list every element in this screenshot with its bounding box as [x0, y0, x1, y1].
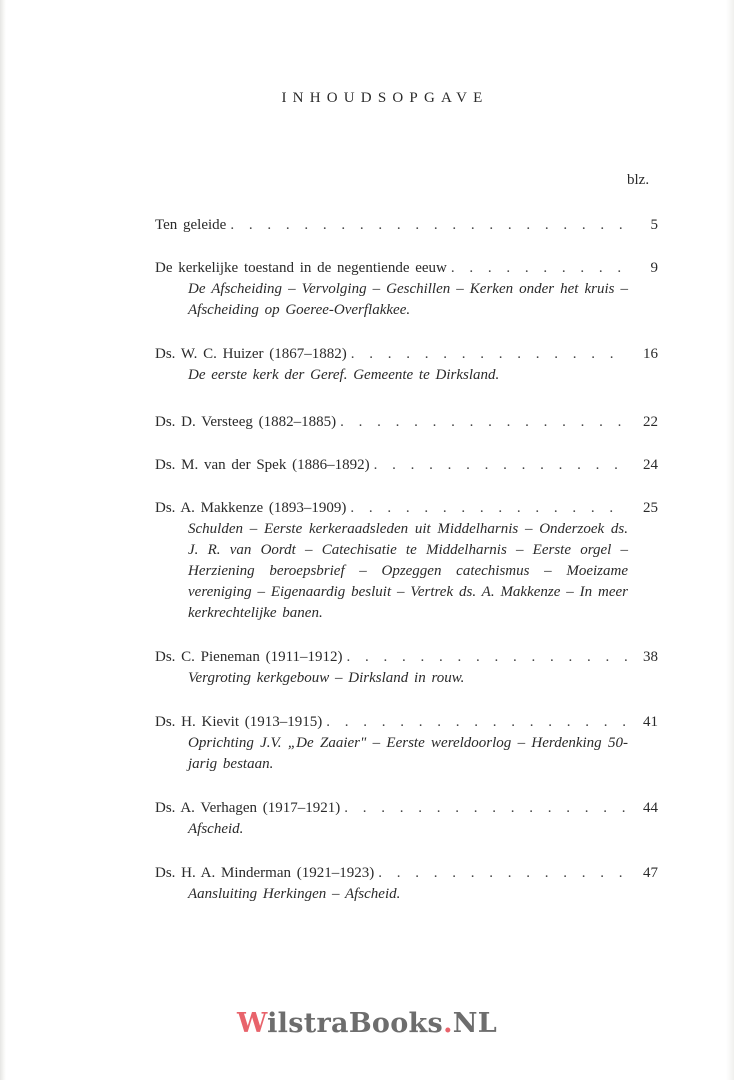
toc-entry[interactable]: [155, 411, 658, 433]
dot-leader: [350, 497, 628, 519]
toc-entry-page: 38: [643, 649, 658, 665]
table-of-contents: [155, 214, 658, 905]
toc-entry-title: Ds. H. Kievit (1913–1915): [155, 714, 323, 730]
toc-entry[interactable]: [155, 257, 658, 321]
page-edge-right: [726, 0, 734, 1080]
toc-entry-page: 24: [643, 457, 658, 473]
dot-leader: [351, 343, 628, 365]
toc-entry-subtopics: De Afscheiding – Vervolging – Geschillen – Kerken onder het kruis – Afscheiding op Goeree-Overflakkee.: [188, 281, 628, 318]
dot-leader: [230, 214, 628, 236]
toc-entry-page: 22: [643, 414, 658, 430]
toc-entry[interactable]: [155, 711, 658, 775]
toc-entry-page: 9: [650, 260, 658, 276]
toc-entry-page: 16: [643, 346, 658, 362]
toc-entry-title: Ds. A. Verhagen (1917–1921): [155, 800, 341, 816]
toc-entry[interactable]: [155, 497, 658, 624]
page-title: INHOUDSOPGAVE: [281, 90, 489, 106]
toc-entry-subtopics: Aansluiting Herkingen – Afscheid.: [188, 886, 401, 902]
toc-entry-title: Ds. M. van der Spek (1886–1892): [155, 457, 370, 473]
toc-entry-title: De kerkelijke toestand in de negentiende eeuw: [155, 260, 447, 276]
dot-leader: [326, 711, 628, 733]
toc-entry-subtopics: Afscheid.: [188, 821, 244, 837]
dot-leader: [344, 797, 628, 819]
watermark-name: ilstraBooks: [267, 1008, 444, 1039]
toc-entry-subtopics: Vergroting kerkgebouw – Dirksland in rouw.: [188, 670, 465, 686]
toc-entry[interactable]: [155, 797, 658, 840]
watermark-logo: [0, 1008, 734, 1039]
dot-leader: [347, 646, 628, 668]
toc-entry-subtopics: Oprichting J.V. „De Zaaier" – Eerste wereldoorlog – Herdenking 50-jarig bestaan.: [188, 735, 628, 772]
toc-entry-page: 5: [650, 217, 658, 233]
toc-entry-title: Ds. A. Makkenze (1893–1909): [155, 500, 347, 516]
toc-entry-title: Ds. C. Pieneman (1911–1912): [155, 649, 343, 665]
dot-leader: [378, 862, 628, 884]
dot-leader: [374, 454, 628, 476]
toc-entry-page: 25: [643, 500, 658, 516]
watermark-dot: .: [443, 1008, 453, 1039]
toc-entry[interactable]: [155, 646, 658, 689]
toc-entry-page: 41: [643, 714, 658, 730]
toc-entry-subtopics: Schulden – Eerste kerkeraadsleden uit Middelharnis – Onderzoek ds. J. R. van Oordt – Catechisatie te Middelharnis – Eerste orgel – Herziening beroepsbrief – Opzeggen catechismus – Moeizame vereniging – Eigenaardig besluit – Vertrek ds. A. Makkenze – In meer kerkrechtelijke banen.: [188, 521, 628, 621]
toc-entry-page: 44: [643, 800, 658, 816]
watermark-suffix: NL: [452, 1008, 498, 1039]
toc-entry[interactable]: [155, 343, 658, 386]
watermark-initial: W: [236, 1008, 268, 1039]
page-edge-left: [0, 0, 6, 1080]
toc-entry-title: Ds. H. A. Minderman (1921–1923): [155, 865, 375, 881]
toc-entry[interactable]: [155, 214, 658, 236]
toc-entry[interactable]: [155, 862, 658, 905]
toc-entry-page: 47: [643, 865, 658, 881]
toc-entry-title: Ds. W. C. Huizer (1867–1882): [155, 346, 347, 362]
toc-entry-subtopics: De eerste kerk der Geref. Gemeente te Dirksland.: [188, 367, 500, 383]
toc-entry-title: Ten geleide: [155, 217, 227, 233]
toc-entry[interactable]: [155, 454, 658, 476]
toc-entry-title: Ds. D. Versteeg (1882–1885): [155, 414, 337, 430]
page-column-header: blz.: [627, 172, 650, 188]
dot-leader: [451, 257, 628, 279]
dot-leader: [340, 411, 628, 433]
